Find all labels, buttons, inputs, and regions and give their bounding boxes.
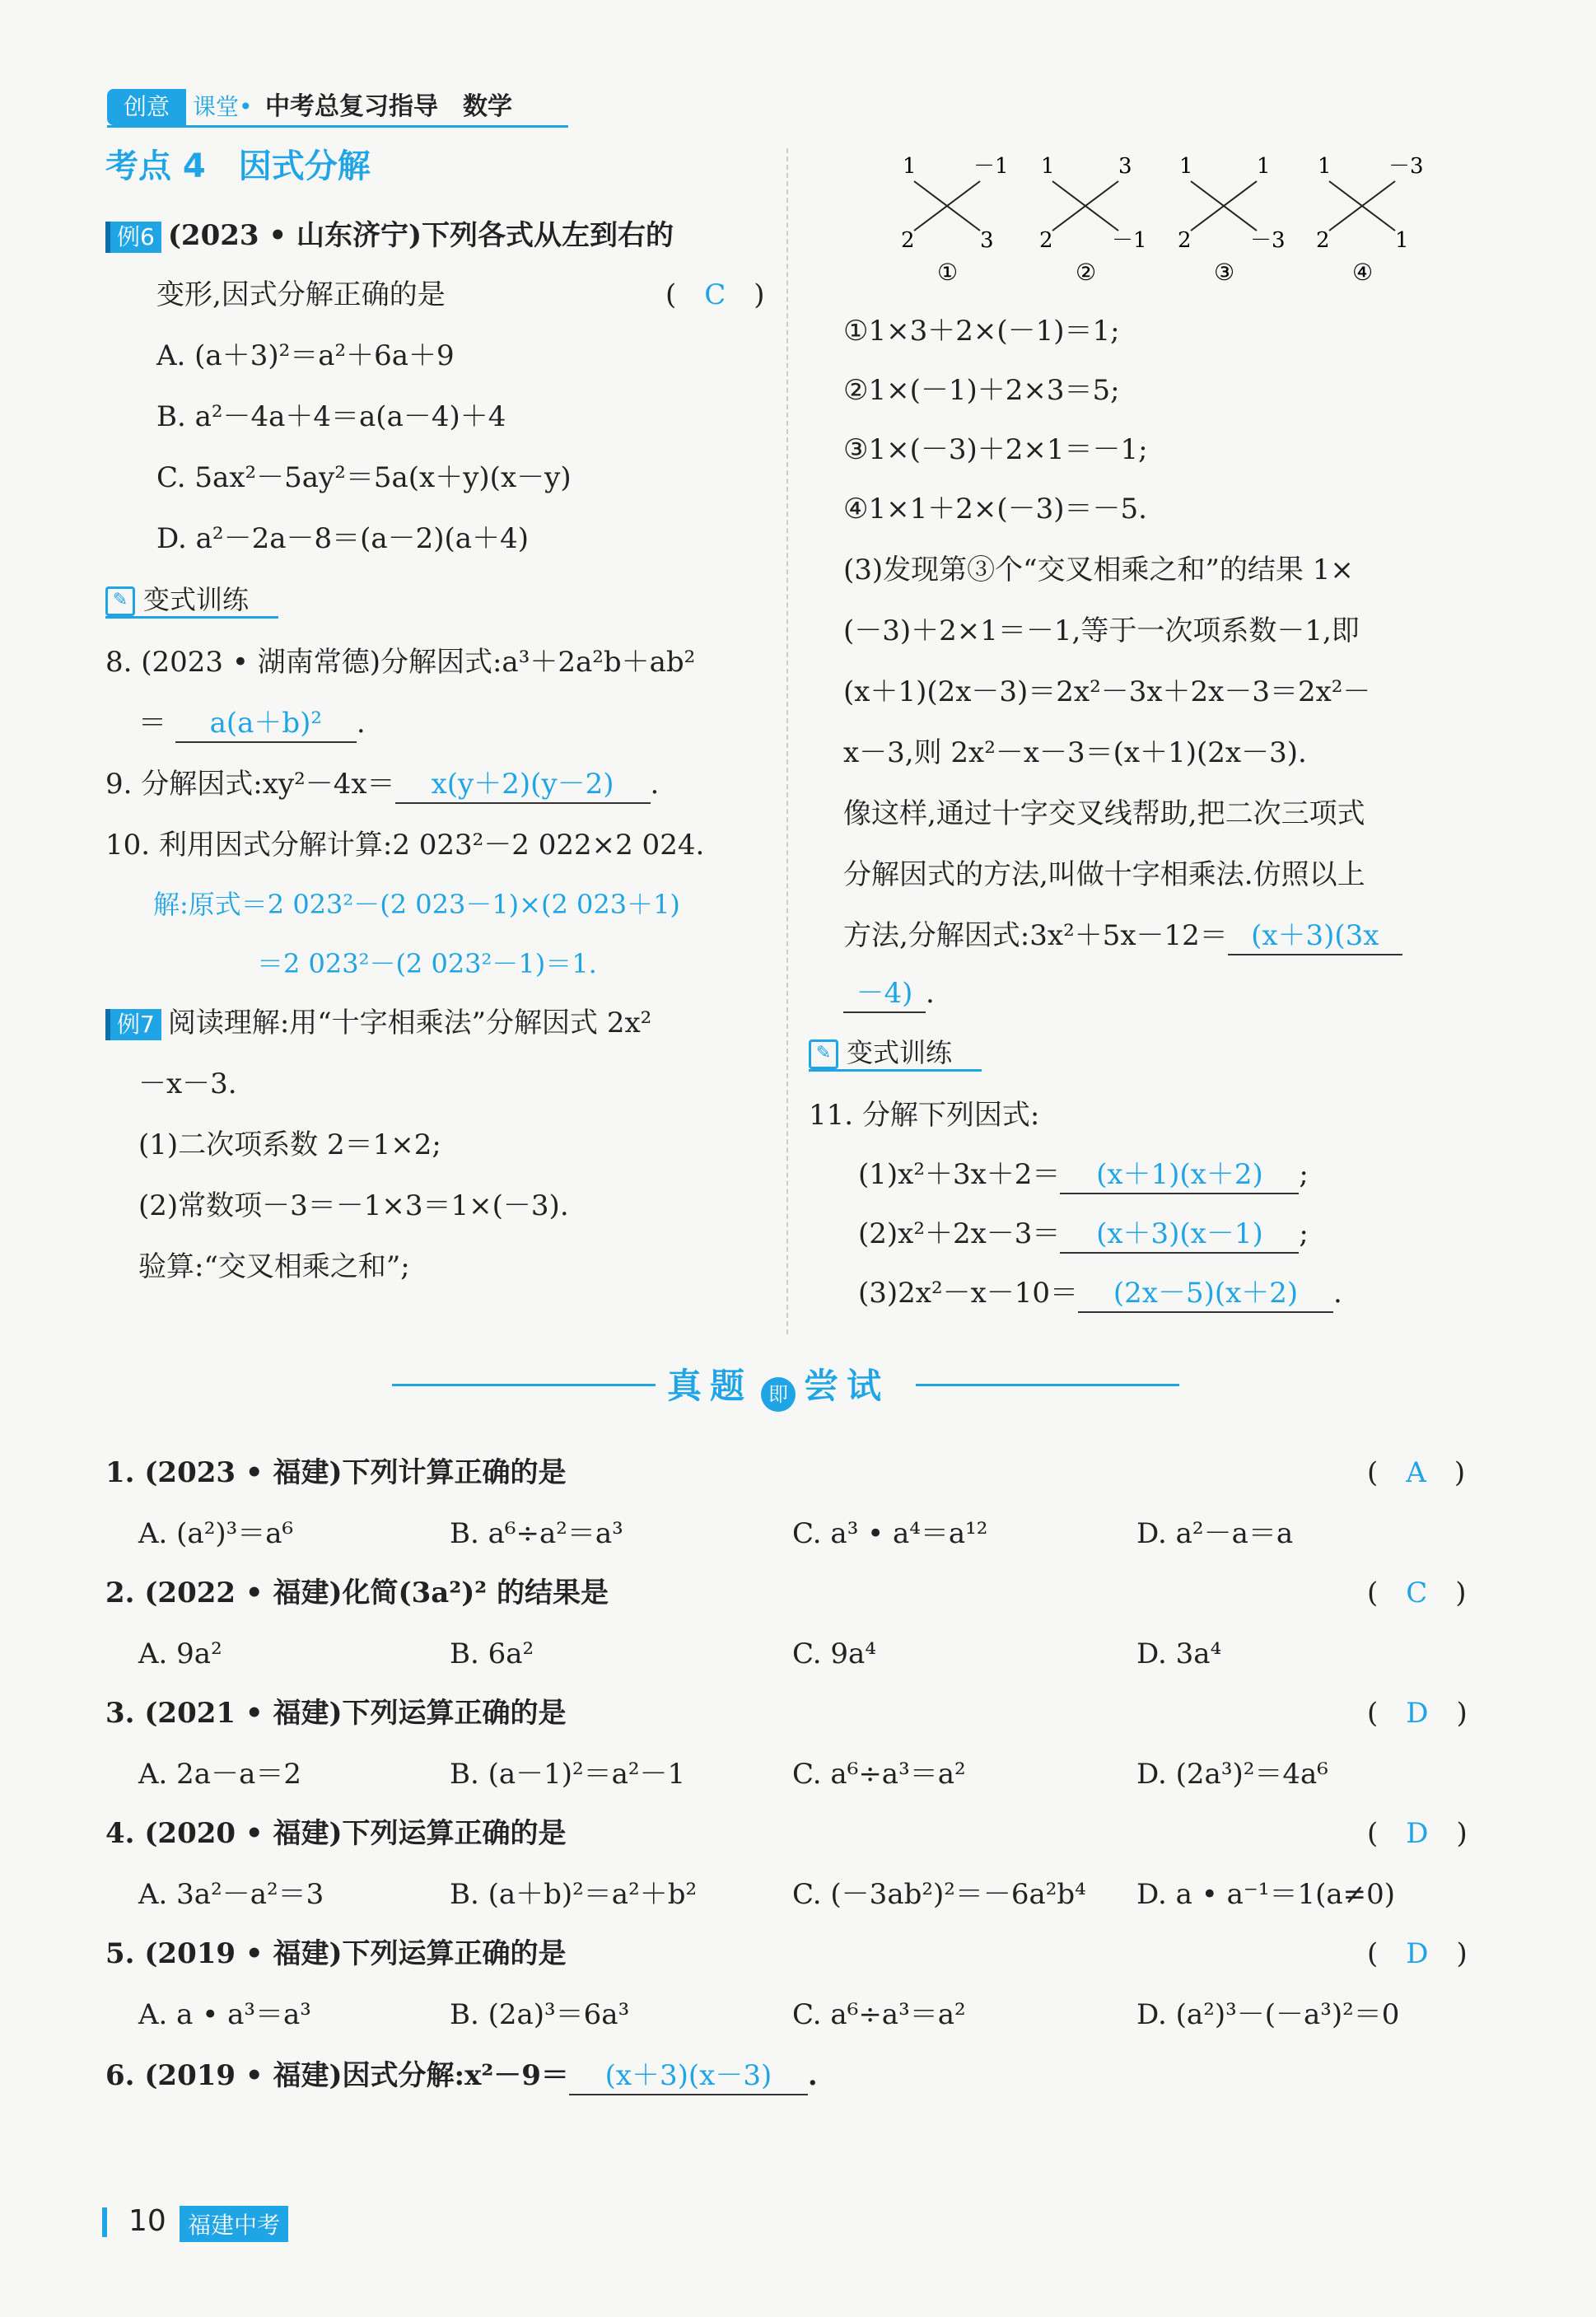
- q8-line2: ＝ a(a＋b)² .: [138, 705, 366, 743]
- zhenti-line-right: [916, 1384, 1179, 1386]
- example7-line3: (1)二次项系数 2＝1×2;: [138, 1128, 441, 1161]
- example7-answer-a: (x＋3)(3x: [1228, 918, 1402, 955]
- zhenti-heading: 真题 即 尝试: [667, 1359, 889, 1412]
- example6-option-c: C. 5ax²－5ay²＝5a(x＋y)(x－y): [156, 461, 572, 494]
- q11-title: 11. 分解下列因式:: [809, 1099, 1040, 1132]
- q11-answer-2: (x＋3)(x－1): [1060, 1216, 1299, 1254]
- example7-label: 例7: [105, 1009, 161, 1040]
- svg-text:④: ④: [1352, 259, 1374, 286]
- zhenti-badge: 即: [761, 1377, 796, 1412]
- q10: 10. 利用因式分解计算:2 023²－2 022×2 024.: [105, 829, 705, 862]
- calc-1: ①1×3＋2×(－1)＝1;: [843, 315, 1120, 348]
- svg-text:2: 2: [1039, 228, 1053, 253]
- svg-text:3: 3: [1118, 154, 1132, 179]
- column-divider: [786, 148, 788, 1334]
- header-title: 中考总复习指导 数学: [265, 92, 512, 121]
- cross-1: [901, 154, 1009, 286]
- example6-line1: 例6 (2023 • 山东济宁)下列各式从左到右的: [105, 217, 674, 254]
- svg-text:－1: －1: [973, 154, 1009, 179]
- q11-item-3: (3)2x²－x－10＝ (2x－5)(x＋2) .: [858, 1275, 1342, 1313]
- footer-bar: [102, 2207, 107, 2237]
- para-line4: x－3,则 2x²－x－3＝(x＋1)(2x－3).: [843, 736, 1307, 769]
- svg-text:1: 1: [1179, 154, 1193, 179]
- zt-answer-3: D: [1406, 1697, 1429, 1730]
- pencil-icon: ✎: [809, 1039, 838, 1069]
- example7-line1: 例7 阅读理解:用“十字相乘法”分解因式 2x²: [105, 1005, 651, 1041]
- svg-text:1: 1: [1395, 228, 1409, 253]
- q8-line1: 8. (2023 • 湖南常德)分解因式:a³＋2a²b＋ab²: [105, 646, 696, 679]
- para-line5: 像这样,通过十字交叉线帮助,把二次三项式: [843, 797, 1365, 830]
- bianshi-heading-right: ✎ 变式训练: [809, 1035, 952, 1071]
- example6-option-d: D. a²－2a－8＝(a－2)(a＋4): [156, 522, 529, 555]
- zt-answer-2: C: [1406, 1577, 1428, 1609]
- header-underline: [107, 125, 568, 128]
- example7-line2: －x－3.: [138, 1067, 237, 1100]
- para-line1: (3)发现第③个“交叉相乘之和”的结果 1×: [843, 554, 1354, 586]
- zt-answer-1: A: [1406, 1456, 1426, 1489]
- cross-2: [1039, 154, 1147, 286]
- cross-diagrams: [889, 148, 1482, 288]
- svg-text:③: ③: [1214, 259, 1235, 286]
- example7-answer-b: －4): [843, 975, 926, 1013]
- zhenti-line-left: [392, 1384, 656, 1386]
- svg-text:②: ②: [1076, 259, 1097, 286]
- q11-answer-1: (x＋1)(x＋2): [1060, 1156, 1299, 1194]
- calc-3: ③1×(－3)＋2×1＝－1;: [843, 433, 1148, 466]
- footer-tag: 福建中考: [180, 2206, 288, 2242]
- calc-2: ②1×(－1)＋2×3＝5;: [843, 374, 1120, 407]
- example6-label: 例6: [105, 222, 161, 253]
- para-line6: 分解因式的方法,叫做十字相乘法.仿照以上: [843, 858, 1365, 891]
- para-line7: 方法,分解因式:3x²＋5x－12＝ (x＋3)(3x: [843, 918, 1402, 955]
- example7-line5: 验算:“交叉相乘之和”;: [138, 1250, 410, 1283]
- svg-text:2: 2: [901, 228, 915, 253]
- para-line3: (x＋1)(2x－3)＝2x²－3x＋2x－3＝2x²－: [843, 675, 1371, 708]
- example6-option-b: B. a²－4a＋4＝a(a－4)＋4: [156, 400, 506, 433]
- cross-3: [1178, 154, 1286, 286]
- page-number: 10: [128, 2204, 166, 2238]
- example6-option-a: A. (a＋3)²＝a²＋6a＋9: [156, 339, 455, 372]
- calc-4: ④1×1＋2×(－3)＝－5.: [843, 493, 1147, 526]
- cross-4: [1316, 154, 1424, 286]
- bianshi-underline: [809, 1069, 982, 1072]
- header-badge: 创意: [107, 89, 186, 125]
- section-title: 考点 4 因式分解: [105, 147, 371, 185]
- q10-solution-1: 解:原式＝2 023²－(2 023－1)×(2 023＋1): [153, 889, 680, 920]
- svg-text:－3: －3: [1250, 228, 1286, 253]
- bianshi-heading-left: ✎ 变式训练: [105, 582, 249, 618]
- svg-text:2: 2: [1178, 228, 1192, 253]
- svg-text:－3: －3: [1388, 154, 1424, 179]
- example6-line2: 变形,因式分解正确的是: [156, 278, 446, 311]
- svg-text:3: 3: [980, 228, 994, 253]
- q11-answer-3: (2x－5)(x＋2): [1078, 1275, 1333, 1313]
- q10-solution-2: ＝2 023²－(2 023²－1)＝1.: [257, 948, 597, 979]
- svg-text:2: 2: [1316, 228, 1330, 253]
- zt-answer-5: D: [1406, 1937, 1429, 1970]
- header-subtag: 课堂•: [193, 93, 253, 120]
- pencil-icon: ✎: [105, 586, 135, 616]
- bianshi-underline: [105, 616, 278, 619]
- q8-answer: a(a＋b)²: [175, 705, 357, 743]
- zt-answer-6: (x＋3)(x－3): [569, 2058, 808, 2095]
- para-line2: (－3)＋2×1＝－1,等于一次项系数－1,即: [843, 614, 1360, 647]
- svg-text:1: 1: [903, 154, 917, 179]
- q11-item-1: (1)x²＋3x＋2＝ (x＋1)(x＋2) ;: [858, 1156, 1309, 1194]
- zt-question-6: 6. (2019 • 福建)因式分解:x²－9＝ (x＋3)(x－3) .: [105, 2058, 818, 2095]
- q11-item-2: (2)x²＋2x－3＝ (x＋3)(x－1) ;: [858, 1216, 1309, 1254]
- para-line8: －4) .: [843, 975, 935, 1013]
- q9-answer: x(y＋2)(y－2): [395, 766, 651, 804]
- example6-answer: ( C ): [665, 278, 765, 311]
- svg-text:1: 1: [1257, 154, 1271, 179]
- q9: 9. 分解因式:xy²－4x＝ x(y＋2)(y－2) .: [105, 766, 659, 804]
- svg-text:1: 1: [1318, 154, 1332, 179]
- svg-text:－1: －1: [1112, 228, 1147, 253]
- zt-answer-4: D: [1406, 1817, 1429, 1850]
- example7-line4: (2)常数项－3＝－1×3＝1×(－3).: [138, 1189, 569, 1222]
- svg-text:①: ①: [937, 259, 959, 286]
- svg-text:1: 1: [1041, 154, 1055, 179]
